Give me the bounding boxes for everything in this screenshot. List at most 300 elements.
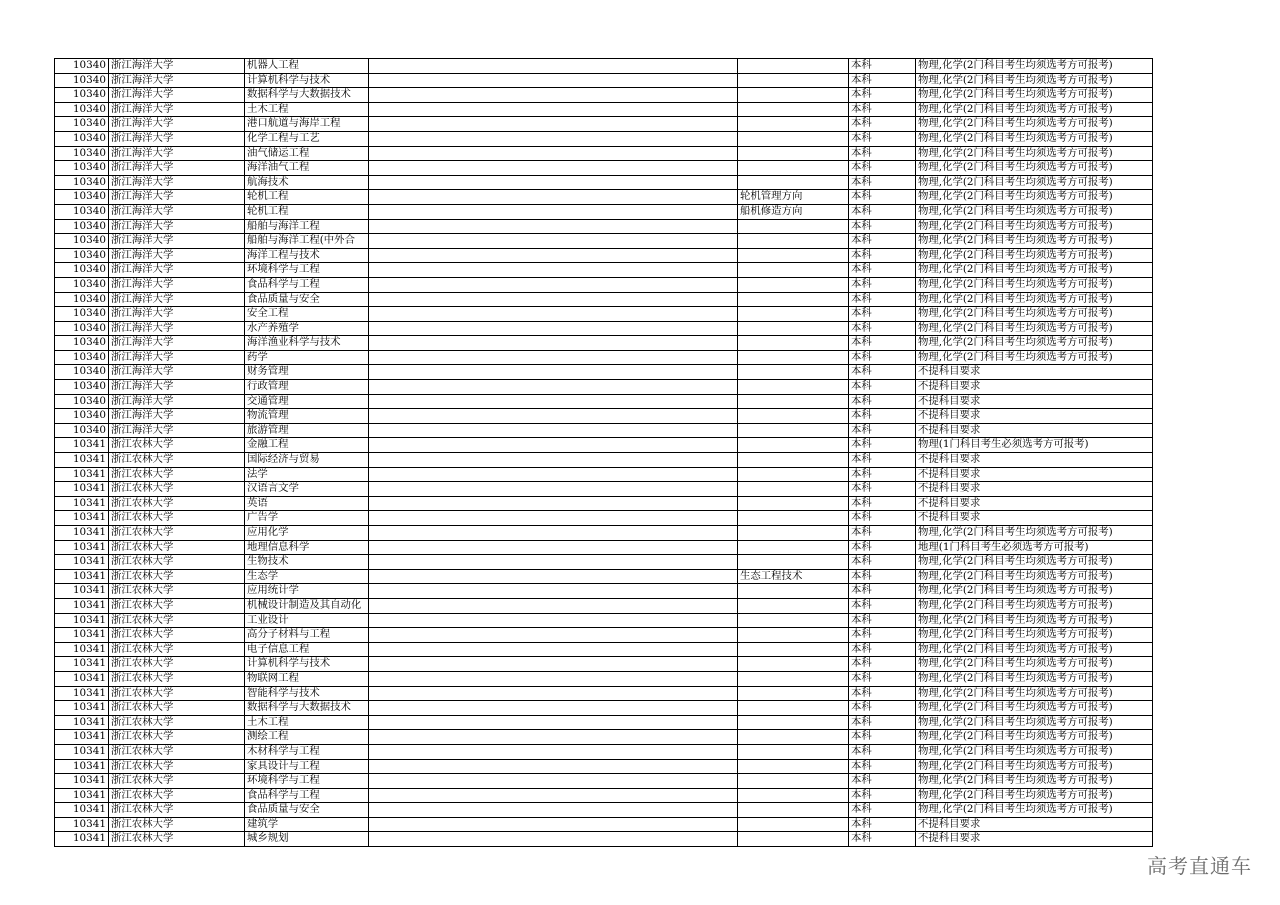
table-row (55, 642, 1153, 657)
note-cell (369, 263, 738, 278)
direction-cell (738, 759, 849, 774)
table-row (55, 598, 1153, 613)
level-cell: 本科 (849, 657, 916, 672)
school-name-cell: 浙江海洋大学 (109, 88, 245, 103)
note-cell (369, 380, 738, 395)
school-code-cell: 10340 (55, 292, 109, 307)
note-cell (369, 715, 738, 730)
school-code-cell: 10341 (55, 803, 109, 818)
subject-requirement-cell: 不提科目要求 (916, 482, 1153, 497)
major-name-cell: 港口航道与海岸工程 (245, 117, 369, 132)
major-name-cell: 行政管理 (245, 380, 369, 395)
note-cell (369, 817, 738, 832)
school-name-cell: 浙江农林大学 (109, 642, 245, 657)
level-cell: 本科 (849, 526, 916, 541)
school-name-cell: 浙江农林大学 (109, 657, 245, 672)
school-code-cell: 10341 (55, 817, 109, 832)
subject-requirement-cell: 物理,化学(2门科目考生均须选考方可报考) (916, 146, 1153, 161)
subject-requirement-cell: 物理,化学(2门科目考生均须选考方可报考) (916, 730, 1153, 745)
subject-requirement-cell: 物理,化学(2门科目考生均须选考方可报考) (916, 657, 1153, 672)
level-cell: 本科 (849, 234, 916, 249)
school-name-cell: 浙江农林大学 (109, 701, 245, 716)
level-cell: 本科 (849, 409, 916, 424)
level-cell: 本科 (849, 482, 916, 497)
direction-cell (738, 730, 849, 745)
subject-requirement-cell: 物理,化学(2门科目考生均须选考方可报考) (916, 219, 1153, 234)
school-code-cell: 10341 (55, 628, 109, 643)
direction-cell: 生态工程技术 (738, 569, 849, 584)
subject-requirement-cell: 物理,化学(2门科目考生均须选考方可报考) (916, 686, 1153, 701)
watermark: 高考直通车 (1147, 854, 1252, 878)
direction-cell (738, 788, 849, 803)
school-code-cell: 10341 (55, 467, 109, 482)
note-cell (369, 467, 738, 482)
major-name-cell: 测绘工程 (245, 730, 369, 745)
school-code-cell: 10340 (55, 394, 109, 409)
major-name-cell: 旅游管理 (245, 423, 369, 438)
table-row (55, 628, 1153, 643)
table-row (55, 817, 1153, 832)
table-row (55, 496, 1153, 511)
note-cell (369, 496, 738, 511)
table-row (55, 569, 1153, 584)
note-cell (369, 438, 738, 453)
school-name-cell: 浙江海洋大学 (109, 321, 245, 336)
note-cell (369, 248, 738, 263)
direction-cell (738, 453, 849, 468)
school-name-cell: 浙江农林大学 (109, 467, 245, 482)
direction-cell (738, 555, 849, 570)
direction-cell (738, 380, 849, 395)
subject-requirement-cell: 物理,化学(2门科目考生均须选考方可报考) (916, 248, 1153, 263)
subject-requirement-cell: 物理,化学(2门科目考生均须选考方可报考) (916, 102, 1153, 117)
note-cell (369, 759, 738, 774)
major-name-cell: 水产养殖学 (245, 321, 369, 336)
table-row (55, 584, 1153, 599)
direction-cell (738, 511, 849, 526)
table-row (55, 380, 1153, 395)
major-name-cell: 物流管理 (245, 409, 369, 424)
level-cell: 本科 (849, 263, 916, 278)
school-name-cell: 浙江农林大学 (109, 555, 245, 570)
note-cell (369, 730, 738, 745)
major-name-cell: 金融工程 (245, 438, 369, 453)
note-cell (369, 394, 738, 409)
direction-cell (738, 657, 849, 672)
table-row (55, 88, 1153, 103)
note-cell (369, 598, 738, 613)
school-name-cell: 浙江海洋大学 (109, 59, 245, 74)
school-code-cell: 10340 (55, 307, 109, 322)
subject-requirement-cell: 物理,化学(2门科目考生均须选考方可报考) (916, 584, 1153, 599)
school-name-cell: 浙江海洋大学 (109, 73, 245, 88)
subject-requirement-cell: 物理,化学(2门科目考生均须选考方可报考) (916, 131, 1153, 146)
level-cell: 本科 (849, 496, 916, 511)
school-name-cell: 浙江农林大学 (109, 511, 245, 526)
note-cell (369, 686, 738, 701)
note-cell (369, 642, 738, 657)
direction-cell (738, 234, 849, 249)
school-code-cell: 10341 (55, 555, 109, 570)
major-name-cell: 生物技术 (245, 555, 369, 570)
subject-requirement-cell: 物理,化学(2门科目考生均须选考方可报考) (916, 292, 1153, 307)
school-code-cell: 10341 (55, 482, 109, 497)
subject-requirement-cell: 物理,化学(2门科目考生均须选考方可报考) (916, 759, 1153, 774)
direction-cell: 船机修造方向 (738, 204, 849, 219)
school-name-cell: 浙江海洋大学 (109, 350, 245, 365)
school-code-cell: 10340 (55, 350, 109, 365)
school-code-cell: 10340 (55, 204, 109, 219)
table-row (55, 277, 1153, 292)
direction-cell (738, 102, 849, 117)
table-row (55, 336, 1153, 351)
major-name-cell: 木材科学与工程 (245, 744, 369, 759)
subject-requirement-cell: 不提科目要求 (916, 467, 1153, 482)
note-cell (369, 569, 738, 584)
major-name-cell: 计算机科学与技术 (245, 657, 369, 672)
level-cell: 本科 (849, 438, 916, 453)
level-cell: 本科 (849, 117, 916, 132)
major-name-cell: 油气储运工程 (245, 146, 369, 161)
school-code-cell: 10341 (55, 701, 109, 716)
note-cell (369, 190, 738, 205)
table-row (55, 234, 1153, 249)
level-cell: 本科 (849, 701, 916, 716)
table-row (55, 555, 1153, 570)
major-name-cell: 电子信息工程 (245, 642, 369, 657)
school-code-cell: 10340 (55, 102, 109, 117)
level-cell: 本科 (849, 715, 916, 730)
level-cell: 本科 (849, 817, 916, 832)
direction-cell (738, 744, 849, 759)
school-code-cell: 10340 (55, 190, 109, 205)
direction-cell (738, 277, 849, 292)
school-name-cell: 浙江农林大学 (109, 526, 245, 541)
school-code-cell: 10341 (55, 496, 109, 511)
direction-cell (738, 175, 849, 190)
table-row (55, 540, 1153, 555)
direction-cell (738, 832, 849, 847)
note-cell (369, 774, 738, 789)
subject-requirement-cell: 物理,化学(2门科目考生均须选考方可报考) (916, 613, 1153, 628)
level-cell: 本科 (849, 161, 916, 176)
direction-cell (738, 263, 849, 278)
direction-cell (738, 117, 849, 132)
major-name-cell: 轮机工程 (245, 204, 369, 219)
note-cell (369, 307, 738, 322)
level-cell: 本科 (849, 598, 916, 613)
level-cell: 本科 (849, 248, 916, 263)
school-code-cell: 10340 (55, 146, 109, 161)
level-cell: 本科 (849, 555, 916, 570)
direction-cell (738, 817, 849, 832)
level-cell: 本科 (849, 759, 916, 774)
table-row (55, 365, 1153, 380)
level-cell: 本科 (849, 540, 916, 555)
note-cell (369, 511, 738, 526)
school-code-cell: 10340 (55, 161, 109, 176)
school-name-cell: 浙江农林大学 (109, 832, 245, 847)
direction-cell (738, 715, 849, 730)
school-name-cell: 浙江海洋大学 (109, 219, 245, 234)
school-code-cell: 10340 (55, 175, 109, 190)
subject-requirement-cell: 物理,化学(2门科目考生均须选考方可报考) (916, 774, 1153, 789)
major-name-cell: 食品质量与安全 (245, 803, 369, 818)
subject-requirement-cell: 不提科目要求 (916, 394, 1153, 409)
table-row (55, 307, 1153, 322)
subject-requirement-cell: 物理,化学(2门科目考生均须选考方可报考) (916, 569, 1153, 584)
direction-cell (738, 307, 849, 322)
note-cell (369, 540, 738, 555)
level-cell: 本科 (849, 467, 916, 482)
table-row (55, 146, 1153, 161)
school-code-cell: 10340 (55, 234, 109, 249)
school-name-cell: 浙江海洋大学 (109, 161, 245, 176)
table-row (55, 263, 1153, 278)
school-code-cell: 10341 (55, 540, 109, 555)
table-row (55, 292, 1153, 307)
level-cell: 本科 (849, 365, 916, 380)
level-cell: 本科 (849, 453, 916, 468)
note-cell (369, 613, 738, 628)
level-cell: 本科 (849, 336, 916, 351)
subject-requirement-cell: 物理,化学(2门科目考生均须选考方可报考) (916, 88, 1153, 103)
major-name-cell: 汉语言文学 (245, 482, 369, 497)
subject-requirement-cell: 物理,化学(2门科目考生均须选考方可报考) (916, 277, 1153, 292)
school-name-cell: 浙江农林大学 (109, 598, 245, 613)
school-code-cell: 10341 (55, 613, 109, 628)
subject-requirements-table (54, 58, 1153, 847)
level-cell: 本科 (849, 88, 916, 103)
subject-requirement-cell: 物理,化学(2门科目考生均须选考方可报考) (916, 628, 1153, 643)
major-name-cell: 应用化学 (245, 526, 369, 541)
school-name-cell: 浙江海洋大学 (109, 146, 245, 161)
subject-requirement-cell: 物理,化学(2门科目考生均须选考方可报考) (916, 59, 1153, 74)
school-name-cell: 浙江农林大学 (109, 496, 245, 511)
level-cell: 本科 (849, 569, 916, 584)
school-code-cell: 10341 (55, 788, 109, 803)
level-cell: 本科 (849, 423, 916, 438)
table-row (55, 438, 1153, 453)
level-cell: 本科 (849, 832, 916, 847)
level-cell: 本科 (849, 219, 916, 234)
level-cell: 本科 (849, 321, 916, 336)
major-name-cell: 食品科学与工程 (245, 277, 369, 292)
direction-cell (738, 248, 849, 263)
table-row (55, 204, 1153, 219)
direction-cell (738, 642, 849, 657)
table-row (55, 744, 1153, 759)
school-name-cell: 浙江海洋大学 (109, 336, 245, 351)
level-cell: 本科 (849, 131, 916, 146)
major-name-cell: 机器人工程 (245, 59, 369, 74)
direction-cell (738, 628, 849, 643)
school-code-cell: 10341 (55, 730, 109, 745)
subject-requirement-cell: 物理,化学(2门科目考生均须选考方可报考) (916, 204, 1153, 219)
school-code-cell: 10340 (55, 409, 109, 424)
note-cell (369, 73, 738, 88)
major-name-cell: 财务管理 (245, 365, 369, 380)
note-cell (369, 744, 738, 759)
direction-cell (738, 671, 849, 686)
subject-requirement-cell: 物理,化学(2门科目考生均须选考方可报考) (916, 715, 1153, 730)
table-row (55, 190, 1153, 205)
major-name-cell: 工业设计 (245, 613, 369, 628)
level-cell: 本科 (849, 671, 916, 686)
direction-cell (738, 336, 849, 351)
direction-cell (738, 146, 849, 161)
level-cell: 本科 (849, 307, 916, 322)
table-row (55, 394, 1153, 409)
direction-cell (738, 161, 849, 176)
subject-requirement-cell: 物理,化学(2门科目考生均须选考方可报考) (916, 598, 1153, 613)
school-code-cell: 10341 (55, 438, 109, 453)
school-name-cell: 浙江海洋大学 (109, 292, 245, 307)
major-name-cell: 智能科学与技术 (245, 686, 369, 701)
subject-requirement-cell: 物理(1门科目考生必须选考方可报考) (916, 438, 1153, 453)
direction-cell (738, 438, 849, 453)
note-cell (369, 88, 738, 103)
school-code-cell: 10341 (55, 759, 109, 774)
major-name-cell: 海洋油气工程 (245, 161, 369, 176)
major-name-cell: 生态学 (245, 569, 369, 584)
school-code-cell: 10341 (55, 453, 109, 468)
table-row (55, 671, 1153, 686)
school-code-cell: 10341 (55, 642, 109, 657)
subject-requirement-cell: 物理,化学(2门科目考生均须选考方可报考) (916, 350, 1153, 365)
note-cell (369, 584, 738, 599)
note-cell (369, 146, 738, 161)
major-name-cell: 环境科学与工程 (245, 263, 369, 278)
major-name-cell: 建筑学 (245, 817, 369, 832)
school-name-cell: 浙江海洋大学 (109, 365, 245, 380)
school-code-cell: 10341 (55, 657, 109, 672)
subject-requirement-cell: 不提科目要求 (916, 423, 1153, 438)
school-code-cell: 10340 (55, 59, 109, 74)
school-name-cell: 浙江农林大学 (109, 482, 245, 497)
level-cell: 本科 (849, 102, 916, 117)
level-cell: 本科 (849, 190, 916, 205)
note-cell (369, 526, 738, 541)
note-cell (369, 555, 738, 570)
major-name-cell: 国际经济与贸易 (245, 453, 369, 468)
school-code-cell: 10340 (55, 219, 109, 234)
table-row (55, 248, 1153, 263)
table-row (55, 788, 1153, 803)
subject-requirement-cell: 不提科目要求 (916, 496, 1153, 511)
school-name-cell: 浙江海洋大学 (109, 307, 245, 322)
table-row (55, 467, 1153, 482)
direction-cell (738, 613, 849, 628)
table-row (55, 657, 1153, 672)
subject-requirement-cell: 不提科目要求 (916, 409, 1153, 424)
level-cell: 本科 (849, 350, 916, 365)
subject-requirement-cell: 物理,化学(2门科目考生均须选考方可报考) (916, 642, 1153, 657)
table-row (55, 453, 1153, 468)
school-name-cell: 浙江海洋大学 (109, 175, 245, 190)
direction-cell (738, 292, 849, 307)
school-name-cell: 浙江海洋大学 (109, 131, 245, 146)
note-cell (369, 336, 738, 351)
table-row (55, 131, 1153, 146)
subject-requirement-cell: 物理,化学(2门科目考生均须选考方可报考) (916, 73, 1153, 88)
direction-cell (738, 701, 849, 716)
note-cell (369, 671, 738, 686)
major-name-cell: 应用统计学 (245, 584, 369, 599)
note-cell (369, 788, 738, 803)
level-cell: 本科 (849, 292, 916, 307)
table-row (55, 117, 1153, 132)
direction-cell (738, 219, 849, 234)
note-cell (369, 453, 738, 468)
direction-cell (738, 584, 849, 599)
direction-cell (738, 482, 849, 497)
direction-cell (738, 467, 849, 482)
school-code-cell: 10341 (55, 569, 109, 584)
school-name-cell: 浙江农林大学 (109, 584, 245, 599)
school-code-cell: 10340 (55, 321, 109, 336)
level-cell: 本科 (849, 204, 916, 219)
direction-cell (738, 365, 849, 380)
subject-requirement-cell: 不提科目要求 (916, 832, 1153, 847)
table-row (55, 511, 1153, 526)
table-row (55, 350, 1153, 365)
school-code-cell: 10341 (55, 671, 109, 686)
school-code-cell: 10340 (55, 277, 109, 292)
table-row (55, 482, 1153, 497)
major-name-cell: 土木工程 (245, 102, 369, 117)
subject-requirement-cell: 不提科目要求 (916, 511, 1153, 526)
school-code-cell: 10340 (55, 117, 109, 132)
table-row (55, 59, 1153, 74)
note-cell (369, 365, 738, 380)
school-name-cell: 浙江农林大学 (109, 817, 245, 832)
major-name-cell: 机械设计制造及其自动化 (245, 598, 369, 613)
note-cell (369, 219, 738, 234)
level-cell: 本科 (849, 175, 916, 190)
major-name-cell: 安全工程 (245, 307, 369, 322)
subject-requirement-cell: 不提科目要求 (916, 380, 1153, 395)
subject-requirement-cell: 物理,化学(2门科目考生均须选考方可报考) (916, 803, 1153, 818)
school-name-cell: 浙江农林大学 (109, 686, 245, 701)
direction-cell (738, 394, 849, 409)
school-name-cell: 浙江农林大学 (109, 438, 245, 453)
table-row (55, 102, 1153, 117)
note-cell (369, 409, 738, 424)
school-code-cell: 10340 (55, 380, 109, 395)
table-row (55, 730, 1153, 745)
school-name-cell: 浙江海洋大学 (109, 204, 245, 219)
major-name-cell: 家具设计与工程 (245, 759, 369, 774)
subject-requirement-cell: 物理,化学(2门科目考生均须选考方可报考) (916, 526, 1153, 541)
subject-requirement-cell: 物理,化学(2门科目考生均须选考方可报考) (916, 307, 1153, 322)
direction-cell (738, 774, 849, 789)
school-code-cell: 10340 (55, 131, 109, 146)
level-cell: 本科 (849, 59, 916, 74)
school-name-cell: 浙江海洋大学 (109, 102, 245, 117)
table-row (55, 803, 1153, 818)
school-name-cell: 浙江农林大学 (109, 774, 245, 789)
school-name-cell: 浙江海洋大学 (109, 423, 245, 438)
table-row (55, 423, 1153, 438)
subject-requirement-cell: 物理,化学(2门科目考生均须选考方可报考) (916, 788, 1153, 803)
table-row (55, 175, 1153, 190)
school-code-cell: 10340 (55, 88, 109, 103)
school-code-cell: 10341 (55, 511, 109, 526)
note-cell (369, 117, 738, 132)
major-name-cell: 船舶与海洋工程(中外合 (245, 234, 369, 249)
major-name-cell: 数据科学与大数据技术 (245, 701, 369, 716)
